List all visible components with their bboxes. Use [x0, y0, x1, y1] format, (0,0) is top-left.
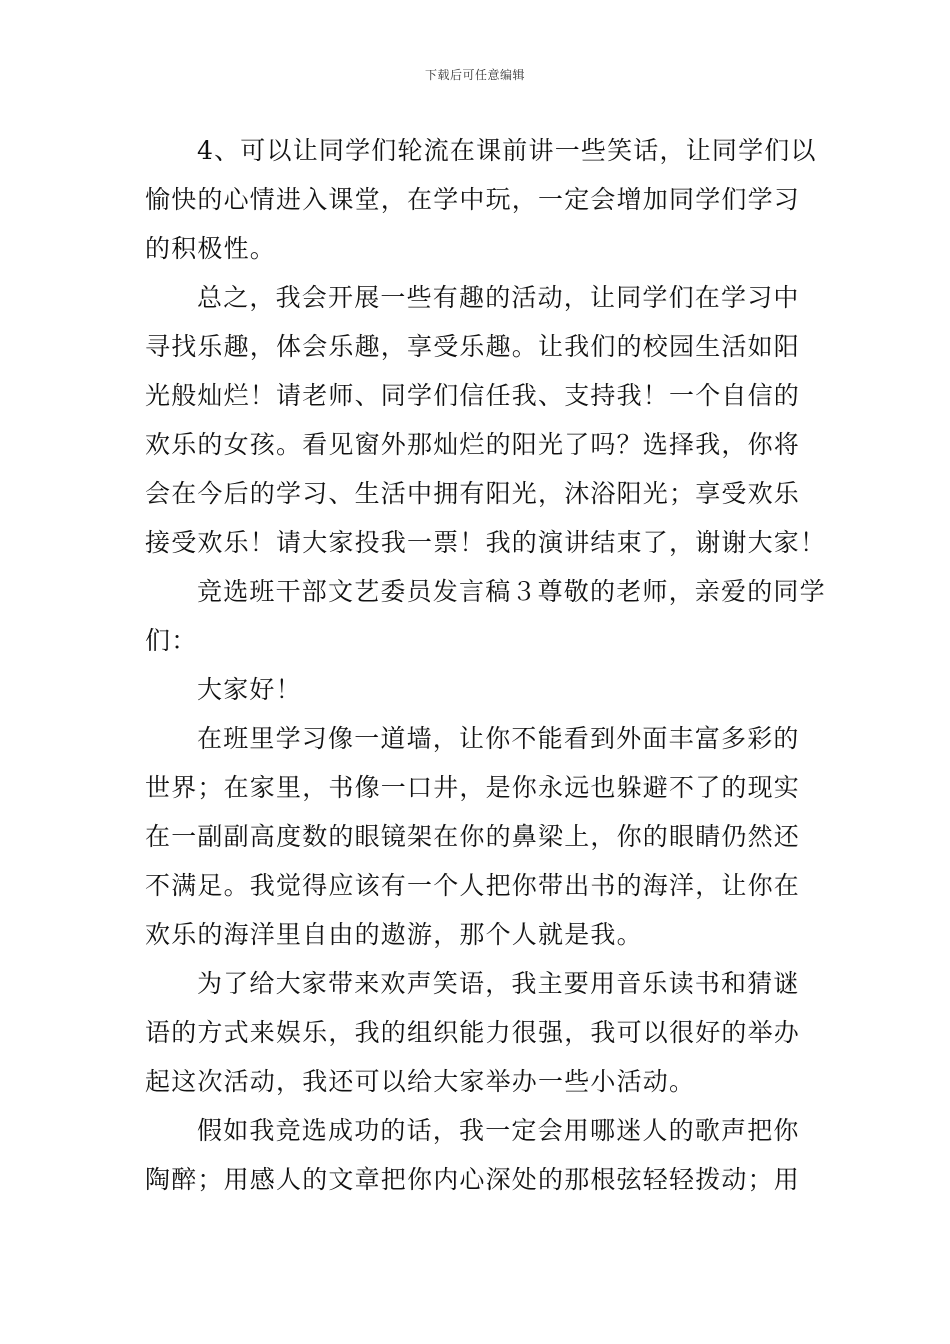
text-line: 为了给大家带来欢声笑语，我主要用音乐读书和猜谜: [197, 969, 800, 998]
text-line: 竞选班干部文艺委员发言稿３尊敬的老师，亲爱的同学: [197, 577, 826, 606]
text-line: 语的方式来娱乐，我的组织能力很强，我可以很好的举办: [145, 1018, 801, 1047]
text-line: 大家好！: [197, 675, 302, 704]
text-line: 欢乐的海洋里自由的遨游，那个人就是我。: [145, 920, 643, 949]
text-line: 的积极性。: [145, 234, 277, 263]
text-line: 起这次活动，我还可以给大家举办一些小活动。: [145, 1067, 696, 1096]
text-line: 不满足。我觉得应该有一个人把你带出书的海洋，让你在: [145, 871, 801, 900]
text-line: 4、可以让同学们轮流在课前讲一些笑话，让同学们以: [197, 136, 817, 165]
text-line: 在班里学习像一道墙，让你不能看到外面丰富多彩的: [197, 724, 800, 753]
page-header: 下载后可任意编辑: [424, 68, 525, 82]
text-line: 寻找乐趣，体会乐趣，享受乐趣。让我们的校园生活如阳: [145, 332, 801, 361]
text-line: 欢乐的女孩。看见窗外那灿烂的阳光了吗？选择我，你将: [145, 430, 801, 459]
text-line: 愉快的心情进入课堂，在学中玩，一定会增加同学们学习: [145, 185, 801, 214]
text-line: 假如我竞选成功的话，我一定会用哪迷人的歌声把你: [197, 1116, 800, 1145]
text-line: 光般灿烂！请老师、同学们信任我、支持我！一个自信的: [145, 381, 801, 410]
text-line: 世界；在家里，书像一口井，是你永远也躲避不了的现实: [145, 773, 801, 802]
text-line: 们：: [145, 626, 198, 655]
text-line: 会在今后的学习、生活中拥有阳光，沐浴阳光；享受欢乐: [145, 479, 801, 508]
document-body: [145, 126, 827, 1204]
text-line: 接受欢乐！请大家投我一票！我的演讲结束了，谢谢大家！: [145, 528, 827, 557]
text-line: 陶醉；用感人的文章把你内心深处的那根弦轻轻拨动；用: [145, 1165, 801, 1194]
text-line: 在一副副高度数的眼镜架在你的鼻梁上，你的眼睛仍然还: [145, 822, 801, 851]
text-line: 总之，我会开展一些有趣的活动，让同学们在学习中: [197, 283, 800, 312]
